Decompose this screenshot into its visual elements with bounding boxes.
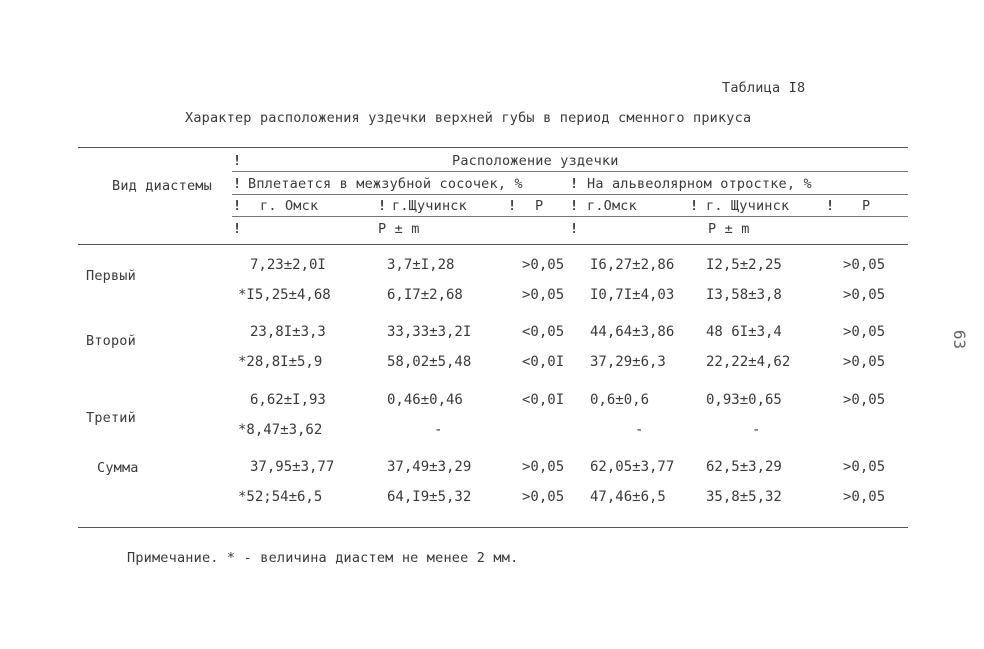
table-cell: >0,05 bbox=[522, 459, 565, 475]
table-cell: 6,62±I,93 bbox=[250, 392, 326, 408]
separator: ! bbox=[570, 176, 579, 192]
header-col-p-left: P bbox=[535, 198, 544, 214]
table-title: Характер расположения уздечки верхней губы в период сменного прикуса bbox=[185, 110, 752, 126]
header-col-omsk-right: г.Омск bbox=[587, 198, 637, 214]
table-cell: >0,05 bbox=[843, 257, 886, 273]
separator: ! bbox=[233, 153, 242, 169]
table-cell: 48 6I±3,4 bbox=[706, 324, 782, 340]
table-cell: >0,05 bbox=[843, 392, 886, 408]
table-cell: 37,95±3,77 bbox=[250, 459, 335, 475]
table-cell: >0,05 bbox=[522, 257, 565, 273]
table-cell: <0,0I bbox=[522, 354, 565, 370]
footnote: Примечание. * - величина диастем не менее 2 мм. bbox=[127, 550, 519, 566]
table-cell: 0,46±0,46 bbox=[387, 392, 463, 408]
header-pm-right: P ± m bbox=[708, 221, 750, 237]
page-number: 63 bbox=[950, 329, 970, 350]
table-cell: >0,05 bbox=[843, 324, 886, 340]
rule-top bbox=[78, 147, 908, 148]
row-label-first: Первый bbox=[86, 268, 136, 284]
table-cell: 64,I9±5,32 bbox=[387, 489, 472, 505]
separator: ! bbox=[570, 221, 579, 237]
table-cell: 37,49±3,29 bbox=[387, 459, 472, 475]
table-cell: 44,64±3,86 bbox=[590, 324, 675, 340]
separator: ! bbox=[570, 198, 579, 214]
table-cell: 58,02±5,48 bbox=[387, 354, 472, 370]
table-cell: I3,58±3,8 bbox=[706, 287, 782, 303]
separator: ! bbox=[690, 198, 699, 214]
header-type: Вид диастемы bbox=[112, 178, 212, 194]
table-cell: >0,05 bbox=[843, 354, 886, 370]
separator: ! bbox=[826, 198, 835, 214]
header-col-p-right: P bbox=[862, 198, 871, 214]
rule-columns bbox=[232, 216, 908, 217]
header-col-omsk-left: г. Омск bbox=[260, 198, 319, 214]
table-cell: *52;54±6,5 bbox=[238, 489, 323, 505]
table-cell: I2,5±2,25 bbox=[706, 257, 782, 273]
table-cell: 3,7±I,28 bbox=[387, 257, 455, 273]
table-cell: 7,23±2,0I bbox=[250, 257, 326, 273]
header-col-shchuchinsk-right: г. Щучинск bbox=[706, 198, 790, 214]
table-cell: 62,5±3,29 bbox=[706, 459, 782, 475]
row-label-sum: Сумма bbox=[97, 460, 139, 476]
header-sub-right: На альвеолярном отростке, % bbox=[587, 176, 812, 192]
table-cell: *28,8I±5,9 bbox=[238, 354, 323, 370]
rule-group bbox=[232, 171, 908, 172]
table-cell: 0,93±0,65 bbox=[706, 392, 782, 408]
header-sub-left: Вплетается в межзубной сосочек, % bbox=[248, 176, 523, 192]
header-col-shchuchinsk-left: г.Щучинск bbox=[392, 198, 467, 214]
separator: ! bbox=[378, 198, 387, 214]
table-cell: >0,05 bbox=[522, 287, 565, 303]
table-cell: - bbox=[752, 422, 761, 438]
table-cell: *8,47±3,62 bbox=[238, 422, 323, 438]
table-label: Таблица I8 bbox=[722, 80, 806, 96]
table-cell: >0,05 bbox=[843, 459, 886, 475]
row-label-third: Третий bbox=[86, 410, 136, 426]
table-cell: >0,05 bbox=[522, 489, 565, 505]
table-cell: 35,8±5,32 bbox=[706, 489, 782, 505]
table-cell: 33,33±3,2I bbox=[387, 324, 472, 340]
table-cell: I0,7I±4,03 bbox=[590, 287, 675, 303]
table-cell: - bbox=[434, 422, 443, 438]
table-cell: 0,6±0,6 bbox=[590, 392, 650, 408]
separator: ! bbox=[233, 176, 242, 192]
separator: ! bbox=[233, 221, 242, 237]
rule-header-bottom bbox=[78, 244, 908, 245]
table-cell: 47,46±6,5 bbox=[590, 489, 666, 505]
table-cell: 22,22±4,62 bbox=[706, 354, 791, 370]
table-cell: - bbox=[635, 422, 644, 438]
rule-subgroup bbox=[232, 194, 908, 195]
table-cell: <0,0I bbox=[522, 392, 565, 408]
row-label-second: Второй bbox=[86, 333, 136, 349]
rule-bottom bbox=[78, 527, 908, 528]
table-cell: 37,29±6,3 bbox=[590, 354, 666, 370]
separator: ! bbox=[233, 198, 242, 214]
header-pm-left: P ± m bbox=[378, 221, 420, 237]
table-cell: <0,05 bbox=[522, 324, 565, 340]
table-cell: 6,I7±2,68 bbox=[387, 287, 463, 303]
table-cell: >0,05 bbox=[843, 287, 886, 303]
table-cell: I6,27±2,86 bbox=[590, 257, 675, 273]
header-group: Расположение уздечки bbox=[452, 153, 619, 169]
separator: ! bbox=[508, 198, 517, 214]
table-cell: 23,8I±3,3 bbox=[250, 324, 326, 340]
table-cell: >0,05 bbox=[843, 489, 886, 505]
table-cell: 62,05±3,77 bbox=[590, 459, 675, 475]
table-cell: *I5,25±4,68 bbox=[238, 287, 331, 303]
